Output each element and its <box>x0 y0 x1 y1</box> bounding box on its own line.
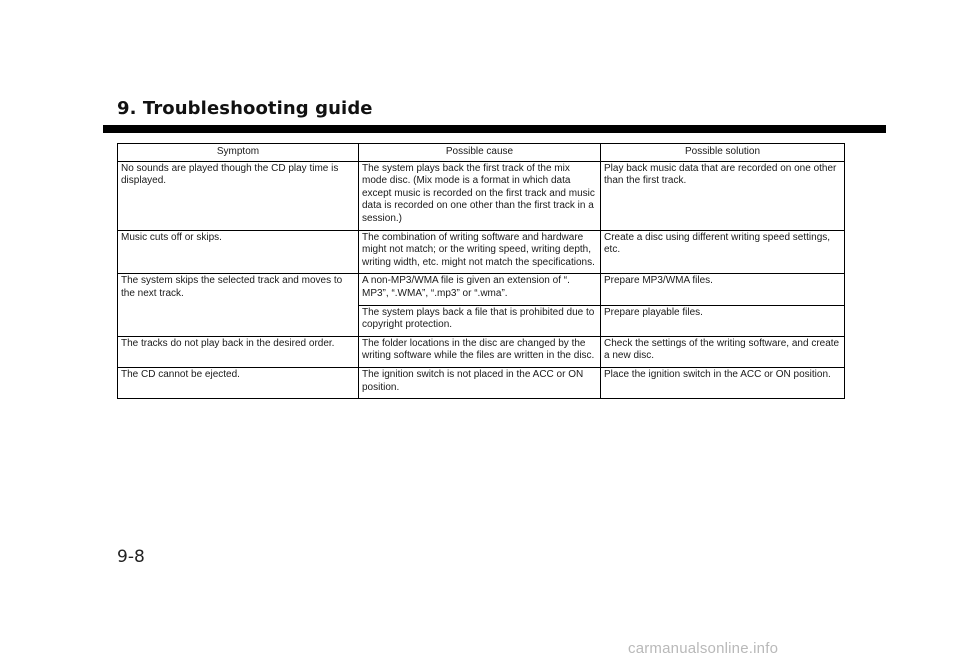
solution-cell: Place the ignition switch in the ACC or ON position. <box>601 367 845 398</box>
page-number: 9-8 <box>117 547 145 567</box>
watermark: carmanualsonline.info <box>628 640 779 657</box>
troubleshooting-table <box>117 143 845 399</box>
table-header-row <box>118 144 845 162</box>
cause-cell: The system plays back a file that is prohibited due to copyright protection. <box>359 305 601 336</box>
table-row <box>118 230 845 274</box>
table-row <box>118 336 845 367</box>
solution-cell: Check the settings of the writing software, and create a new disc. <box>601 336 845 367</box>
symptom-cell: Music cuts off or skips. <box>118 230 359 274</box>
table-row <box>118 367 845 398</box>
cause-cell: A non-MP3/WMA file is given an extension of “. MP3”, “.WMA”, “.mp3” or “.wma”. <box>359 274 601 305</box>
solution-cell: Play back music data that are recorded on one other than the first track. <box>601 161 845 230</box>
symptom-cell: The tracks do not play back in the desired order. <box>118 336 359 367</box>
section-heading: 9. Troubleshooting guide <box>117 98 373 119</box>
table-row <box>118 274 845 305</box>
table-row <box>118 161 845 230</box>
symptom-cell: No sounds are played though the CD play time is displayed. <box>118 161 359 230</box>
cause-cell: The folder locations in the disc are changed by the writing software while the files are written in the disc. <box>359 336 601 367</box>
header-possible-cause: Possible cause <box>359 144 601 162</box>
solution-cell: Create a disc using different writing speed settings, etc. <box>601 230 845 274</box>
symptom-cell: The system skips the selected track and moves to the next track. <box>118 274 359 336</box>
solution-cell: Prepare MP3/WMA files. <box>601 274 845 305</box>
cause-cell: The combination of writing software and hardware might not match; or the writing speed, writing depth, writing width, etc. might not match the specifications. <box>359 230 601 274</box>
header-possible-solution: Possible solution <box>601 144 845 162</box>
symptom-cell: The CD cannot be ejected. <box>118 367 359 398</box>
heading-rule <box>103 125 886 133</box>
header-symptom: Symptom <box>118 144 359 162</box>
cause-cell: The system plays back the first track of the mix mode disc. (Mix mode is a format in which data except music is recorded on the first track and music data is recorded on one other than the first track in a session.) <box>359 161 601 230</box>
solution-cell: Prepare playable files. <box>601 305 845 336</box>
cause-cell: The ignition switch is not placed in the ACC or ON position. <box>359 367 601 398</box>
